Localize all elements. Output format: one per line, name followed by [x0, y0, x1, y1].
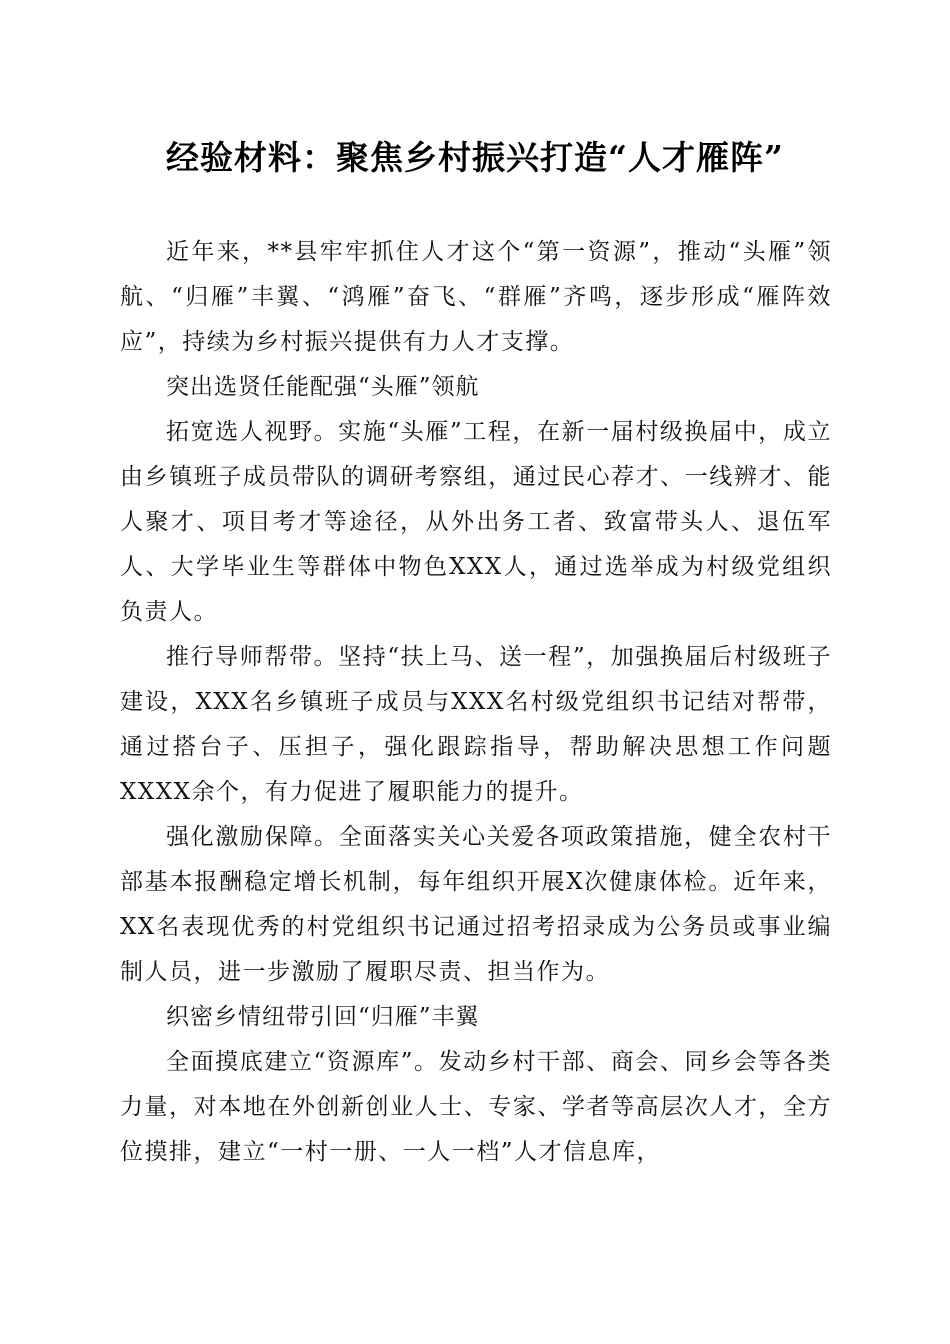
paragraph: 全面摸底建立“资源库”。发动乡村干部、商会、同乡会等各类力量，对本地在外创新创业人士、专家、学者等高层次人才，全方位摸排，建立“一村一册、一人一档”人才信息库，	[120, 1049, 832, 1165]
document-title: 经验材料：聚焦乡村振兴打造“人才雁阵”	[166, 138, 784, 177]
document-body	[120, 230, 832, 1175]
paragraph: 推行导师帮带。坚持“扶上马、送一程”，加强换届后村级班子建设，XXX名乡镇班子成员与XXX名村级党组织书记结对帮带，通过搭台子、压担子，强化跟踪指导，帮助解决思想工作问题XXXX余个，有力促进了履职能力的提升。	[120, 644, 832, 805]
section-heading-2: 织密乡情纽带引回“归雁”丰翼	[166, 1004, 480, 1030]
paragraph: 强化激励保障。全面落实关心关爱各项政策措施，健全农村干部基本报酬稳定增长机制，每年组织开展X次健康体检。近年来，XX名表现优秀的村党组织书记通过招考招录成为公务员或事业编制人员，进一步激励了履职尽责、担当作为。	[120, 824, 832, 985]
paragraph: 拓宽选人视野。实施“头雁”工程，在新一届村级换届中，成立由乡镇班子成员带队的调研考察组，通过民心荐才、一线辨才、能人聚才、项目考才等途径，从外出务工者、致富带头人、退伍军人、大学毕业生等群体中物色XXX人，通过选举成为村级党组织负责人。	[120, 419, 832, 625]
paragraph-intro: 近年来，**县牢牢抓住人才这个“第一资源”，推动“头雁”领航、“归雁”丰翼、“鸿雁”奋飞、“群雁”齐鸣，逐步形成“雁阵效应”，持续为乡村振兴提供有力人才支撑。	[120, 239, 832, 355]
section-heading-1: 突出选贤任能配强“头雁”领航	[166, 374, 480, 400]
